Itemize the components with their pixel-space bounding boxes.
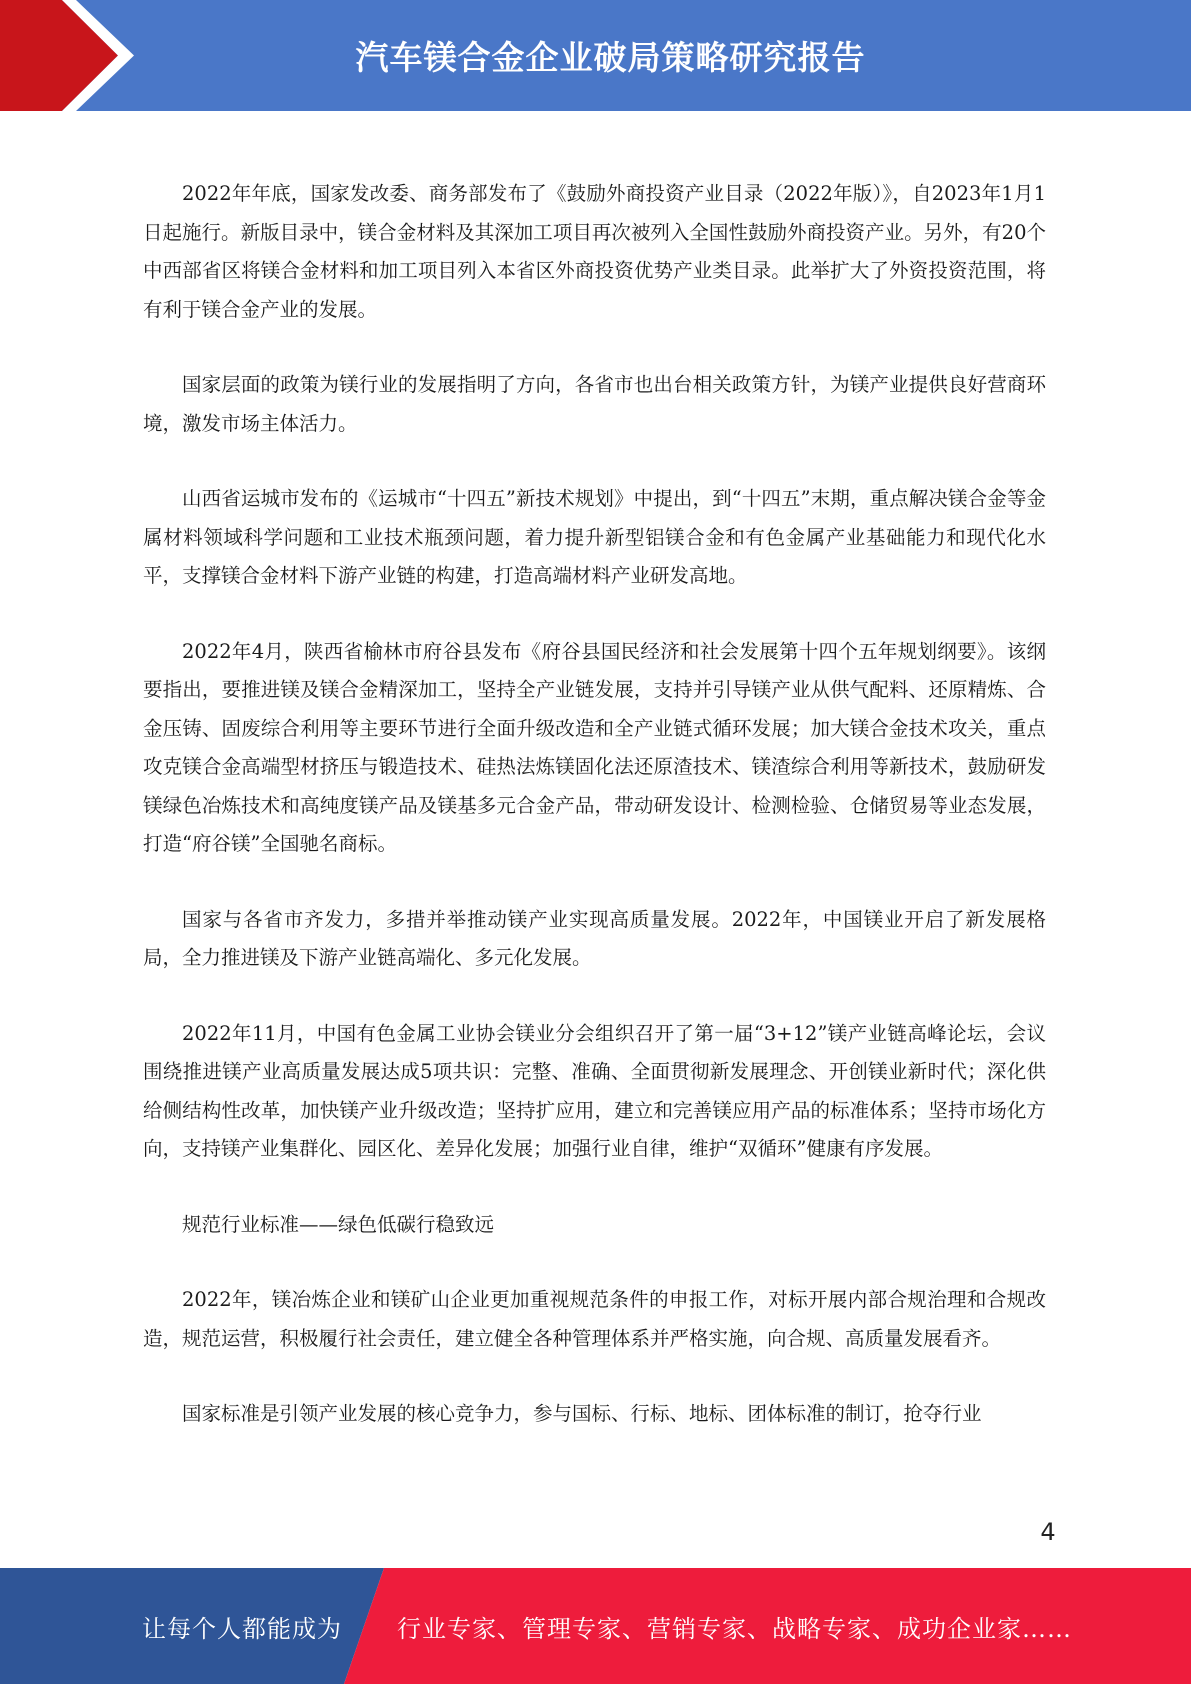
page-number: 4	[1040, 1518, 1056, 1546]
paragraph: 国家层面的政策为镁行业的发展指明了方向，各省市也出台相关政策方针，为镁产业提供良好营商环境，激发市场主体活力。	[143, 373, 1046, 435]
paragraph: 山西省运城市发布的《运城市“十四五”新技术规划》中提出，到“十四五”末期，重点解决镁合金等金属材料领域科学问题和工业技术瓶颈问题，着力提升新型铝镁合金和有色金属产业基础能力和现代化水平，支撑镁合金材料下游产业链的构建，打造高端材料产业研发高地。	[143, 487, 1046, 587]
paragraph: 国家与各省市齐发力，多措并举推动镁产业实现高质量发展。2022年，中国镁业开启了新发展格局，全力推进镁及下游产业链高端化、多元化发展。	[143, 907, 1046, 969]
paragraph: 2022年，镁冶炼企业和镁矿山企业更加重视规范条件的申报工作，对标开展内部合规治理和合规改造，规范运营，积极履行社会责任，建立健全各种管理体系并严格实施，向合规、高质量发展看齐。	[143, 1288, 1046, 1350]
paragraph: 2022年年底，国家发改委、商务部发布了《鼓励外商投资产业目录（2022年版）》，自2023年1月1日起施行。新版目录中，镁合金材料及其深加工项目再次被列入全国性鼓励外商投资产业。另外，有20个中西部省区将镁合金材料和加工项目列入本省区外商投资优势产业类目录。此举扩大了外资投资范围，将有利于镁合金产业的发展。	[143, 182, 1046, 321]
header-bar	[0, 0, 1191, 111]
footer-slogan-right: 行业专家、管理专家、营销专家、战略专家、成功企业家……	[397, 1614, 1072, 1643]
paragraph: 2022年4月，陕西省榆林市府谷县发布《府谷县国民经济和社会发展第十四个五年规划纲要》。该纲要指出，要推进镁及镁合金精深加工，坚持全产业链发展，支持并引导镁产业从供气配料、还原精炼、合金压铸、固废综合利用等主要环节进行全面升级改造和全产业链式循环发展；加大镁合金技术攻关，重点攻克镁合金高端型材挤压与锻造技术、硅热法炼镁固化法还原渣技术、镁渣综合利用等新技术，鼓励研发镁绿色冶炼技术和高纯度镁产品及镁基多元合金产品，带动研发设计、检测检验、仓储贸易等业态发展，打造“府谷镁”全国驰名商标。	[143, 639, 1046, 855]
paragraph: 国家标准是引领产业发展的核心竞争力，参与国标、行标、地标、团体标准的制订，抢夺行业	[182, 1402, 982, 1425]
footer-banner	[0, 1568, 1191, 1684]
section-heading: 规范行业标准——绿色低碳行稳致远	[182, 1212, 495, 1236]
document-body	[143, 175, 1046, 1471]
footer-slogan-left: 让每个人都能成为	[142, 1614, 342, 1643]
report-title: 汽车镁合金企业破局策略研究报告	[355, 38, 866, 77]
paragraph: 2022年11月，中国有色金属工业协会镁业分会组织召开了第一届“3+12”镁产业链高峰论坛，会议围绕推进镁产业高质量发展达成5项共识：完整、准确、全面贯彻新发展理念、开创镁业新时代；深化供给侧结构性改革，加快镁产业升级改造；坚持扩应用，建立和完善镁应用产品的标准体系；坚持市场化方向，支持镁产业集群化、园区化、差异化发展；加强行业自律，维护“双循环”健康有序发展。	[143, 1021, 1046, 1160]
red-chevron-icon	[0, 0, 160, 111]
